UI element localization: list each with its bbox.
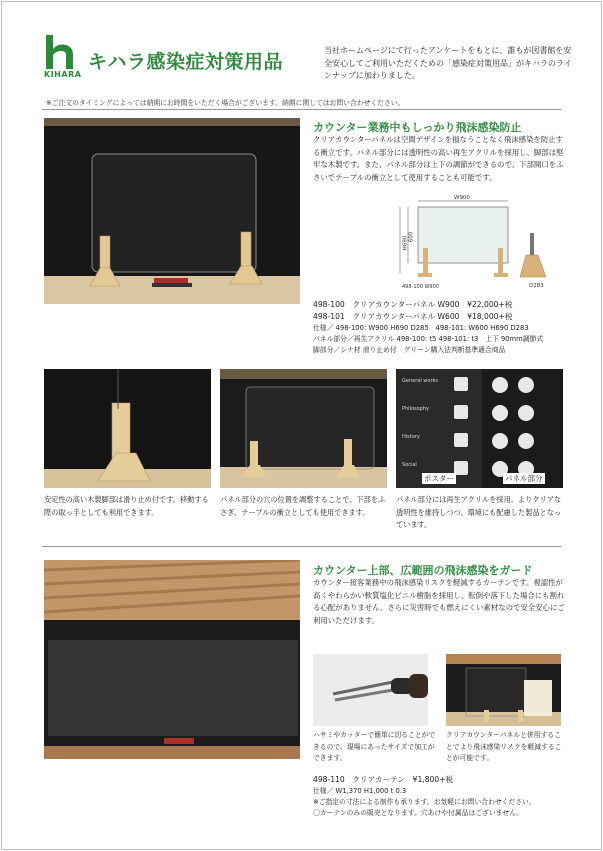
gallery-caption: パネル部分には再生アクリルを採用。よりクリアな透明性を維持しつつ、環境にも配慮した製品となっています。 (396, 495, 562, 529)
panel-tag: パネル部分 (505, 474, 543, 483)
section2-caption: ハサミやカッターで簡単に切ることができるので、現場にあったサイズで加工ができます。 (313, 731, 436, 762)
note-line: 〇カーテンのみの販売となります。穴あけや付属品はございません。 (313, 809, 524, 817)
curtain-photo (44, 560, 300, 759)
depth-label: D283 (529, 283, 544, 289)
scissors-photo (313, 654, 428, 726)
combined-use-photo (446, 654, 561, 726)
poster-label: Social (402, 462, 417, 468)
gallery-caption: 安定性の高い木製脚部は滑り止め付です。移動する際の取っ手としても利用できます。 (44, 495, 209, 517)
order-notice: ※ご注文のタイミングによっては納期にお時間をいただく場合がございます。納期に関してはお問い合わせください。 (46, 99, 405, 107)
product-row: 498-100 クリアカウンターパネル W900 ¥22,000+税 (313, 300, 513, 309)
section2-body: カウンター接客業務中の飛沫感染リスクを軽減するカーテンです。視認性が高くやわらかい軟質塩化ビニル樹脂を採用し、転倒や落下した場合にも割れる心配がありません。さらに災害時でも燃えにくい素材なので安全安心にご利用いただけます。 (313, 578, 565, 625)
spec-line: パネル部分／再生アクリル 498-100: t5 498-101: t3 上下 90mm調節式 (313, 335, 544, 343)
width-label: W900 (454, 195, 470, 201)
intro-text: 当社ホームページにて行ったアンケートをもとに、誰もが図書館を安全安心してご利用いただくための「感染症対策用品」がキハラのラインナップに加わりました。 (324, 46, 572, 80)
wooden-leg-illustration (44, 369, 211, 488)
divider (42, 546, 561, 547)
document-page (1, 1, 602, 850)
spec-line: 脚部分／シナ材 滑り止め付 グリーン購入法判断基準適合商品 (313, 346, 506, 354)
section1-title: カウンター業務中もしっかり飛沫感染防止 (313, 121, 522, 134)
section2-caption: クリアカウンターパネルと併用することでより飛沫感染リスクを軽減することが可能です。 (446, 731, 562, 762)
kihara-logo-icon (44, 35, 76, 71)
section1-body: クリアカウンターパネルは空間デザインを損なうことなく飛沫感染を防止する衝立です。パネル部分には透明性の高い再生アクリルを採用し、脚部は堅牢な木製です。また、パネル部分は上下の調節ができるので、下部開口をふさいでテーブルの衝立として使用することも可能です。 (313, 135, 564, 182)
poster-label: General works (402, 378, 438, 384)
product-row: 498-101 クリアカウンターパネル W600 ¥18,000+税 (313, 312, 513, 321)
gallery-caption: パネル部分の穴の位置を調整することで、下部をふさぎ、テーブルの衝立としても使用できます。 (220, 495, 386, 517)
spec-line: 仕様／ 498-100: W900 H690 D285 498-101: W600 H690 D283 (313, 324, 529, 332)
counter-panel-photo (44, 118, 300, 304)
poster-tag: ポスター (424, 474, 454, 483)
spec-line: 仕様／ W1,370 H1,000 t 0.3 (313, 787, 407, 795)
height-label-2: 600 (408, 231, 415, 243)
model-label: 498-100 W900 (402, 284, 439, 290)
note-line: ※ご指定の寸法による制作も承ります。お気軽にお問い合わせください。 (313, 798, 536, 806)
poster-label: History (402, 434, 420, 440)
product-row: 498-110 クリアカーテン ¥1,800+税 (313, 775, 454, 784)
combined-use-illustration (446, 654, 561, 726)
poster-illustration (396, 369, 563, 488)
logo-caption: KIHARA (44, 70, 82, 79)
curtain-illustration (44, 560, 300, 759)
section2-title: カウンター上部、広範囲の飛沫感染をガード (313, 564, 533, 577)
page-title: キハラ感染症対策用品 (88, 51, 284, 73)
poster-label: Philosophy (402, 406, 429, 412)
product-list (313, 299, 573, 356)
curtain-product-info (313, 774, 575, 819)
wooden-leg-photo (44, 369, 211, 488)
acrylic-poster-photo (396, 369, 563, 488)
panel-height-photo (220, 369, 387, 488)
panel-height-illustration (220, 369, 387, 488)
height-label-1: H690 (402, 235, 409, 251)
panel-dimension-diagram (390, 193, 560, 293)
counter-panel-illustration (44, 118, 300, 304)
scissors-illustration (313, 654, 428, 726)
divider (42, 109, 561, 110)
